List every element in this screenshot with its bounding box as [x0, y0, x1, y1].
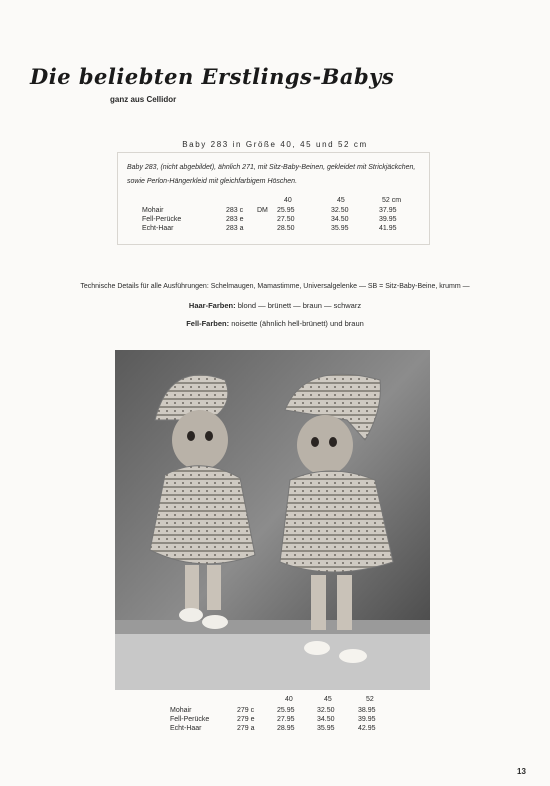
page-number: 13 — [517, 767, 526, 776]
price: 32.50 — [331, 207, 349, 214]
price: 34.50 — [331, 216, 349, 223]
price: 41.95 — [379, 225, 397, 232]
price: 25.95 — [277, 207, 295, 214]
price: 32.50 — [317, 707, 335, 714]
price: 37.95 — [379, 207, 397, 214]
size-header: 52 — [366, 696, 374, 703]
page-title: Die beliebten Erstlings-Babys — [30, 64, 395, 89]
size-header: 45 — [337, 197, 345, 204]
price: 28.50 — [277, 225, 295, 232]
haar-farben-label: Haar-Farben: — [188, 301, 236, 310]
row-code: 283 e — [226, 216, 244, 223]
row-code: 279 a — [237, 725, 255, 732]
price: 34.50 — [317, 716, 335, 723]
row-label: Fell-Perücke — [142, 216, 182, 223]
price: 28.95 — [277, 725, 295, 732]
row-code: 283 c — [226, 207, 244, 214]
baby283-description: Baby 283, (nicht abgebildet), ähnlich 271, mit Sitz-Baby-Beinen, gekleidet mit Strickjäckchen, sowie Perlon-Hängerkleid mit gleichfarbigem Höschen. — [127, 164, 416, 185]
price: 38.95 — [358, 707, 376, 714]
row-code: 279 e — [237, 716, 255, 723]
price: 27.50 — [277, 216, 295, 223]
haar-farben-line — [0, 301, 550, 310]
price: 39.95 — [358, 716, 376, 723]
row-label: Mohair — [142, 207, 164, 214]
row-code: 283 a — [226, 225, 244, 232]
row-label: Fell-Perücke — [170, 716, 210, 723]
row-label: Mohair — [170, 707, 192, 714]
price: 35.95 — [317, 725, 335, 732]
row-label: Echt-Haar — [170, 725, 202, 732]
price: 42.95 — [358, 725, 376, 732]
fell-farben-value: noisette (ähnlich hell-brünett) und braun — [231, 319, 364, 328]
fell-farben-label: Fell-Farben: — [186, 319, 230, 328]
size-header: 45 — [324, 696, 332, 703]
size-header: 52 cm — [382, 197, 402, 204]
baby283-box — [117, 152, 430, 245]
row-label: Echt-Haar — [142, 225, 174, 232]
page-subtitle: ganz aus Cellidor — [110, 95, 177, 104]
size-header: 40 — [284, 197, 292, 204]
haar-farben-value: blond — brünett — braun — schwarz — [237, 301, 362, 310]
price: 35.95 — [331, 225, 349, 232]
baby283-heading: Baby 283 in Größe 40, 45 und 52 cm — [182, 140, 368, 149]
technical-details: Technische Details für alle Ausführungen: Schelmaugen, Mamastimme, Universalgelenke — SB = Sitz-Baby-Beine, krumm — — [80, 283, 470, 290]
price: 25.95 — [277, 707, 295, 714]
doll-photo — [115, 350, 430, 690]
fell-farben-line — [0, 319, 550, 328]
price: 39.95 — [379, 216, 397, 223]
row-code: 279 c — [237, 707, 255, 714]
size-header: 40 — [285, 696, 293, 703]
currency-label: DM — [257, 207, 268, 214]
price: 27.95 — [277, 716, 295, 723]
